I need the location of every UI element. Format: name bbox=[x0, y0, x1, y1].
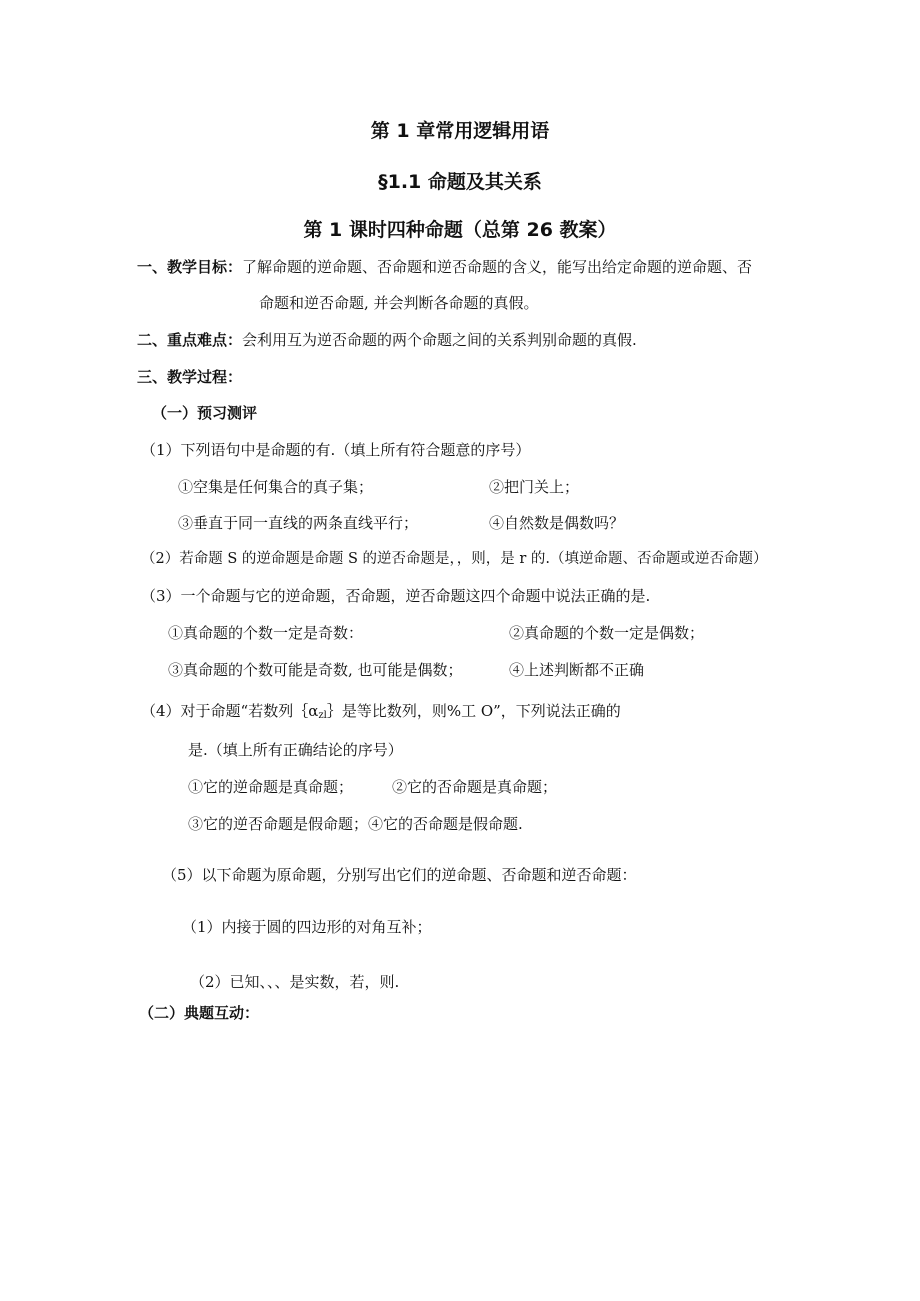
chapter-title: 第 1 章常用逻辑用语 bbox=[370, 120, 550, 142]
q5-stem: （5）以下命题为原命题，分别写出它们的逆命题、否命题和逆否命题： bbox=[162, 866, 637, 884]
q4-stem-after: ｝是等比数列，则%工 O”，下列说法正确的 bbox=[326, 702, 621, 720]
objectives-line1 bbox=[137, 257, 752, 277]
q3-option-4: ④上述判断都不正确 bbox=[509, 661, 645, 679]
interaction-label: （二）典题互动： bbox=[139, 1004, 260, 1022]
objectives-text-line1: 了解命题的逆命题、否命题和逆否命题的含义，能写出给定命题的逆命题、否 bbox=[242, 258, 753, 276]
q1-option-3: ③垂直于同一直线的两条直线平行； bbox=[178, 514, 419, 532]
q5-sub-1: （1）内接于圆的四边形的对角互补； bbox=[182, 918, 432, 936]
q1-option-2: ②把门关上； bbox=[489, 478, 580, 496]
q3-option-1: ①真命题的个数一定是奇数： bbox=[168, 624, 364, 642]
preview-label: （一）预习测评 bbox=[152, 404, 258, 422]
key-points-line bbox=[137, 330, 637, 350]
q1-option-4: ④自然数是偶数吗？ bbox=[489, 514, 625, 532]
lesson-title: 第 1 课时四种命题（总第 26 教案） bbox=[303, 219, 617, 241]
process-label: 三、教学过程： bbox=[137, 368, 243, 386]
objectives-label: 一、教学目标： bbox=[137, 258, 243, 276]
key-points-label: 二、重点难点： bbox=[137, 331, 243, 349]
q3-option-3: ③真命题的个数可能是奇数, 也可能是偶数； bbox=[168, 661, 463, 679]
q3-stem: （3）一个命题与它的逆命题，否命题，逆否命题这四个命题中说法正确的是. bbox=[141, 587, 651, 605]
q4-stem-before: （4）对于命题“若数列｛α bbox=[141, 702, 319, 720]
q2-stem: （2）若命题 S 的逆命题是命题 S 的逆否命题是，，则，是 r 的.（填逆命题、否命题或逆否命题） bbox=[141, 551, 768, 567]
q1-option-1: ①空集是任何集合的真子集； bbox=[178, 478, 374, 496]
q3-option-2: ②真命题的个数一定是偶数； bbox=[509, 624, 705, 642]
q4-option-3-4: ③它的逆否命题是假命题；④它的否命题是假命题. bbox=[188, 815, 523, 833]
q4-stem-line2: 是.（填上所有正确结论的序号） bbox=[188, 741, 403, 759]
q4-option-2: ②它的否命题是真命题； bbox=[392, 778, 558, 796]
objectives-text-line2: 命题和逆否命题, 并会判断各命题的真假。 bbox=[259, 294, 539, 312]
q4-stem bbox=[141, 701, 621, 726]
q5-sub-2: （2）已知、、、是实数，若，则. bbox=[190, 973, 400, 991]
key-points-text: 会利用互为逆否命题的两个命题之间的关系判别命题的真假. bbox=[242, 331, 637, 349]
section-title: §1.1 命题及其关系 bbox=[378, 171, 542, 193]
q4-stem-subscript: zl bbox=[318, 710, 327, 721]
q4-option-1: ①它的逆命题是真命题； bbox=[188, 778, 354, 796]
q1-stem: （1）下列语句中是命题的有.（填上所有符合题意的序号） bbox=[141, 441, 531, 459]
